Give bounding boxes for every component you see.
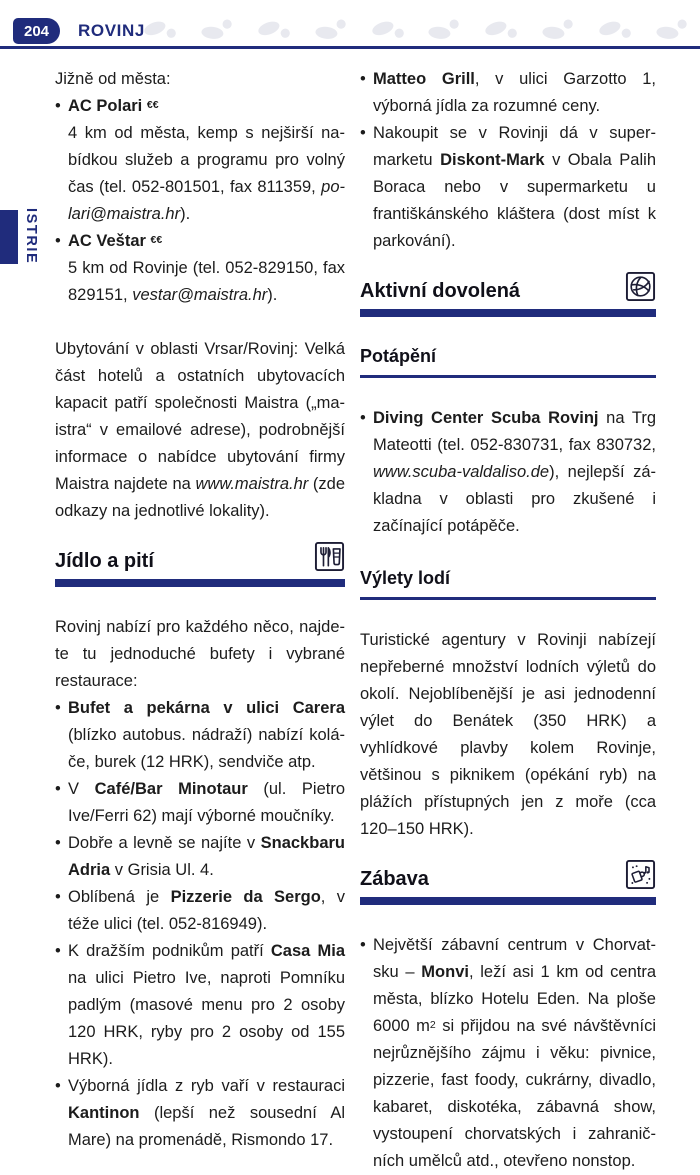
page-number: 204	[23, 22, 50, 40]
text-segment: ), nejlepší základna v oblasti pro zkušené i začínající potápěče.	[373, 463, 656, 535]
text-segment: na Trg Mateotti (tel. 052-830731, fax 830732,	[373, 409, 656, 454]
bullet-marker: •	[55, 699, 61, 717]
bullet-marker: •	[360, 70, 366, 88]
bullet-marker: •	[55, 97, 61, 115]
text-segment: vestar@maistra.hr	[132, 286, 268, 304]
text-segment: Nakoupit se v Rovinji dá v supermarketu	[373, 124, 656, 169]
text-segment: Turistické agentury v Rovinji nabízejí nepřeberné množství lodních výletů do okolí. Nejoblíbenější je asi jednodenní výlet do Benátek (350 HRK) a vyhlídkové plavby kolem Rovinje, většinou s piknikem (opékání ryb) na plážích přístupných jen z moře (cca 120–150 HRK).	[360, 631, 656, 838]
text-segment: Casa Mia	[270, 942, 346, 960]
footprint-icon	[423, 15, 467, 46]
text-segment: 4 km od města, kemp s nejširší nabídkou služeb a programu pro volný čas (tel. 052-801501, fax 811359,	[68, 124, 345, 196]
bullet-item	[360, 405, 656, 540]
bullet-text	[68, 695, 345, 776]
text-segment: na ulici Pietro Ive, naproti Pomníku padlým (masové menu pro 2 osoby 120 HRK, ryby pro 2 osoby od 155 HRK).	[68, 969, 345, 1068]
bullet-item	[55, 93, 345, 228]
section-heading-row	[360, 271, 656, 304]
bullet-text	[68, 830, 345, 884]
text-segment: ).	[180, 205, 191, 223]
footprint-icon	[139, 17, 181, 44]
text-segment: Dobře a levně se najíte v	[68, 834, 261, 852]
text-segment: (ul. Pietro Ive/Ferri 62) mají výborné moučníky.	[68, 780, 346, 825]
party-icon	[625, 859, 656, 890]
text-segment: (zde odkazy na jednotlivé lokality).	[55, 475, 345, 520]
section-heading-row	[55, 541, 345, 574]
section-heading	[360, 859, 656, 905]
heading-underline	[360, 897, 656, 905]
text-segment: €€	[150, 234, 163, 246]
footprint-icon	[480, 17, 522, 44]
text-segment: Diskont-Mark	[440, 151, 545, 169]
header-rule	[0, 46, 700, 49]
bullet-marker: •	[360, 409, 366, 427]
text-segment: ).	[267, 286, 278, 304]
text-segment: K dražším podnikům patří	[68, 942, 271, 960]
text-segment: Výborná jídla z ryb vaří v restauraci	[68, 1077, 345, 1095]
bullet-item	[55, 228, 345, 309]
bullet-item	[55, 938, 345, 1073]
section-heading-title: Aktivní dovolená	[360, 280, 521, 302]
paragraph	[55, 336, 345, 525]
text-segment: Bufet a pekárna v ulici Carera	[68, 699, 345, 717]
bullet-item	[55, 1073, 345, 1154]
bullet-marker: •	[360, 124, 366, 142]
text-segment: Pizzerie da Sergo	[170, 888, 321, 906]
subheading-underline	[360, 375, 656, 378]
subsection-heading-title: Potápění	[360, 346, 437, 366]
bullet-marker: •	[55, 1077, 61, 1095]
bullet-item	[55, 830, 345, 884]
bullet-text	[68, 776, 345, 830]
footprint-icon	[367, 17, 409, 44]
text-segment: Rovinj nabízí pro každého něco, najdete tu jednoduché bufety i vybrané restaurace:	[55, 618, 345, 690]
text-segment: Matteo Grill	[373, 70, 475, 88]
bullet-text	[68, 228, 345, 309]
paragraph	[55, 614, 345, 695]
text-segment: si přijdou na své návštěvníci nejrůznějšího zájmu i věku: pivnice, pizzerie, fast foody, cukrárny, divadlo, kabaret, diskotéka, zábavná show, vystoupení chorvatských i zahraničních umělců atd., otevřeno nonstop.	[373, 1017, 656, 1170]
text-segment: Café/Bar Minotaur	[94, 780, 248, 798]
paragraph	[360, 627, 656, 843]
text-segment: , v téže ulici (tel. 052-816949).	[68, 888, 345, 933]
page-number-badge	[13, 18, 60, 44]
subsection-heading	[360, 566, 656, 600]
cutlery-icon	[314, 541, 345, 572]
left-column	[55, 66, 345, 1154]
bullet-text	[68, 1073, 345, 1154]
section-heading-row	[360, 859, 656, 892]
heading-underline	[360, 309, 656, 317]
text-segment: 5 km od Rovinje (tel. 052-829150, fax 829151,	[68, 259, 345, 304]
text-segment: (blízko autobus. nádraží) nabízí koláče, burek (12 HRK), sendviče atp.	[68, 726, 345, 771]
section-heading-title: Jídlo a pití	[55, 550, 154, 572]
section-heading	[55, 541, 345, 587]
section-heading-title: Zábava	[360, 868, 429, 890]
text-segment: Monvi	[421, 963, 469, 981]
sidebar-tab	[0, 210, 18, 264]
footprint-icon	[650, 15, 694, 46]
subheading-underline	[360, 597, 656, 600]
text-segment: www.scuba-valdaliso.de	[373, 463, 550, 481]
text-segment: €€	[146, 99, 159, 111]
footprint-icon	[309, 15, 353, 46]
text-segment: Jižně od města:	[55, 70, 171, 88]
right-column	[360, 66, 656, 1175]
bullet-item	[55, 776, 345, 830]
text-segment: 2	[429, 1019, 436, 1031]
footprint-icon	[253, 17, 295, 44]
volleyball-icon	[625, 271, 656, 302]
footprint-icon	[594, 17, 636, 44]
sidebar-region-label: ISTRIE	[23, 208, 39, 265]
footprint-icon	[195, 15, 239, 46]
bullet-text	[373, 66, 656, 120]
bullet-item	[360, 120, 656, 255]
bullet-text	[68, 884, 345, 938]
footprint-icon	[536, 15, 580, 46]
bullet-marker: •	[55, 888, 61, 906]
text-segment: V	[68, 780, 95, 798]
text-segment: Snackbaru Adria	[68, 834, 345, 879]
text-segment: Největší zábavní centrum v Chorvatsku –	[373, 936, 656, 981]
text-segment: v Obala Palih Boraca nebo v supermarketu u františkánského kláštera (dost míst k parkování).	[373, 151, 656, 250]
text-segment: AC Veštar	[68, 232, 151, 250]
page-section-label: ROVINJ	[78, 21, 145, 40]
bullet-marker: •	[55, 834, 61, 852]
text-segment: Kantinon	[68, 1104, 140, 1122]
bullet-item	[360, 932, 656, 1175]
subsection-heading-title: Výlety lodí	[360, 568, 451, 588]
text-segment: v Grisia Ul. 4.	[110, 861, 214, 879]
bullet-text	[373, 120, 656, 255]
heading-underline	[55, 579, 345, 587]
bullet-marker: •	[55, 942, 61, 960]
bullet-item	[55, 695, 345, 776]
text-segment: Diving Center Scuba Rovinj	[373, 409, 599, 427]
text-segment: polari@maistra.hr	[68, 178, 345, 223]
bullet-item	[360, 66, 656, 120]
subsection-heading	[360, 344, 656, 378]
bullet-text	[373, 405, 656, 540]
bullet-item	[55, 884, 345, 938]
bullet-text	[373, 932, 656, 1175]
paragraph	[55, 66, 345, 93]
bullet-marker: •	[360, 936, 366, 954]
text-segment: , v ulici Garzotto 1, výborná jídla za rozumné ceny.	[373, 70, 656, 115]
text-segment: , leží asi 1 km od centra města, blízko Hotelu Eden. Na ploše 6000 m	[373, 963, 656, 1035]
section-heading	[360, 271, 656, 317]
bullet-marker: •	[55, 232, 61, 250]
footprint-strip	[140, 16, 692, 44]
bullet-text	[68, 938, 345, 1073]
text-segment: www.maistra.hr	[195, 475, 309, 493]
text-segment: Oblíbená je	[68, 888, 171, 906]
bullet-marker: •	[55, 780, 61, 798]
text-segment: Ubytování v oblasti Vrsar/Rovinj: Velká část hotelů a ostatních ubytovacích kapacit patří společnosti Maistra („maistra“ v emailové adrese), podrobnější informace o nabídce ubytování firmy Maistra najdete na	[55, 340, 345, 493]
text-segment: (lepší než sousední Al Mare) na promenádě, Rismondo 17.	[68, 1104, 345, 1149]
bullet-text	[68, 93, 345, 228]
text-segment: AC Polari	[68, 97, 147, 115]
